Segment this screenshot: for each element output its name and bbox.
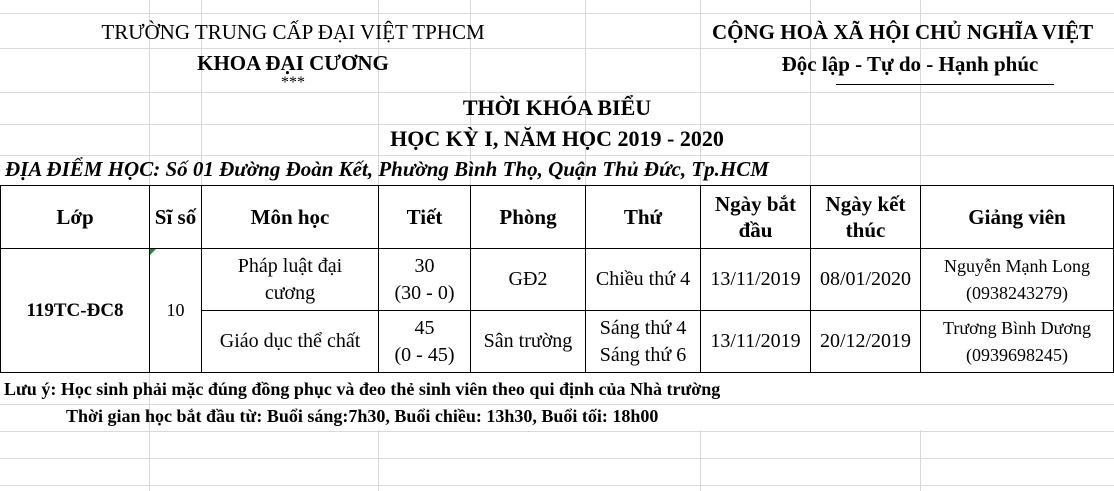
- schedule-table: [0, 185, 1114, 373]
- term-title: HỌC KỲ I, NĂM HỌC 2019 - 2020: [390, 126, 724, 151]
- gridline: [0, 458, 1114, 459]
- periods-split: (30 - 0): [394, 281, 455, 304]
- gridline: [0, 404, 1114, 405]
- header-room: Phòng: [471, 186, 586, 249]
- note-uniform: Lưu ý: Học sinh phải mặc đúng đồng phục và đeo thẻ sinh viên theo qui định của Nhà trường: [4, 379, 721, 399]
- study-location: ĐỊA ĐIỂM HỌC: Số 01 Đường Đoàn Kết, Phường Bình Thọ, Quận Thủ Đức, Tp.HCM: [5, 157, 769, 181]
- gridline: [0, 124, 1114, 125]
- gridline: [0, 48, 1114, 49]
- start-date-cell[interactable]: 13/11/2019: [701, 249, 811, 311]
- teacher-name: Nguyễn Mạnh Long: [944, 255, 1090, 276]
- periods-cell[interactable]: [379, 249, 471, 311]
- day-cell[interactable]: [586, 311, 701, 373]
- table-header-row: [1, 186, 1114, 249]
- subject-line-2: cương: [264, 281, 316, 304]
- subject-cell[interactable]: [202, 311, 379, 373]
- header-end-date: [811, 186, 921, 249]
- header-end-date-line-2: thúc: [845, 218, 886, 242]
- subject-line-1: Giáo dục thể chất: [219, 330, 361, 352]
- school-name: TRƯỜNG TRUNG CẤP ĐẠI VIỆT TPHCM: [101, 20, 485, 44]
- teacher-cell[interactable]: [921, 311, 1114, 373]
- national-motto: Độc lập - Tự do - Hạnh phúc: [781, 52, 1039, 76]
- header-count: Sĩ số: [150, 186, 202, 249]
- motto-underline: [836, 84, 1054, 85]
- teacher-phone: (0938243279): [966, 282, 1068, 303]
- header-teacher: Giảng viên: [921, 186, 1114, 249]
- subject-cell[interactable]: [202, 249, 379, 311]
- header-subject: Môn học: [202, 186, 379, 249]
- header-class: Lớp: [1, 186, 150, 249]
- day-line-2: Sáng thứ 6: [599, 343, 687, 366]
- count-cell[interactable]: [150, 249, 202, 373]
- day-line-1: Sáng thứ 4: [599, 316, 687, 339]
- start-date-cell[interactable]: 13/11/2019: [701, 311, 811, 373]
- periods-cell[interactable]: [379, 311, 471, 373]
- page-title: THỜI KHÓA BIỂU: [462, 95, 652, 120]
- class-cell[interactable]: 119TC-ĐC8: [1, 249, 150, 373]
- gridline: [0, 155, 1114, 156]
- note-start-times: Thời gian học bắt đầu từ: Buổi sáng:7h30, Buổi chiều: 13h30, Buổi tối: 18h00: [66, 406, 659, 426]
- header-day: Thứ: [586, 186, 701, 249]
- teacher-name: Trương Bình Dương: [943, 317, 1091, 338]
- periods-total: 30: [414, 254, 435, 277]
- header-start-date-line-2: đầu: [738, 218, 773, 242]
- gridline: [700, 430, 701, 491]
- teacher-cell[interactable]: [921, 249, 1114, 311]
- gridline: [920, 430, 921, 491]
- faculty-name: KHOA ĐẠI CƯƠNG: [197, 51, 389, 75]
- gridline: [0, 92, 1114, 93]
- gridline: [0, 485, 1114, 486]
- day-line-1: Chiều thứ 4: [595, 268, 691, 290]
- cell-comment-marker: [150, 249, 156, 255]
- header-start-date: [701, 186, 811, 249]
- gridline: [378, 430, 379, 491]
- decorative-stars: ***: [281, 74, 305, 91]
- room-cell[interactable]: GĐ2: [471, 249, 586, 311]
- teacher-phone: (0939698245): [966, 344, 1068, 365]
- room-cell[interactable]: Sân trường: [471, 311, 586, 373]
- header-start-date-line-1: Ngày bắt: [714, 192, 797, 216]
- table-row: [1, 249, 1114, 311]
- periods-total: 45: [414, 316, 435, 339]
- day-cell[interactable]: [586, 249, 701, 311]
- republic-heading: CỘNG HOÀ XÃ HỘI CHỦ NGHĨA VIỆT: [712, 20, 1094, 44]
- periods-split: (0 - 45): [394, 343, 455, 366]
- end-date-cell[interactable]: 08/01/2020: [811, 249, 921, 311]
- header-end-date-line-1: Ngày kết: [825, 192, 906, 216]
- gridline: [0, 13, 1114, 14]
- end-date-cell[interactable]: 20/12/2019: [811, 311, 921, 373]
- count-value: 10: [166, 300, 185, 320]
- subject-line-1: Pháp luật đại: [237, 254, 343, 277]
- header-periods: Tiết: [379, 186, 471, 249]
- gridline: [0, 431, 1114, 432]
